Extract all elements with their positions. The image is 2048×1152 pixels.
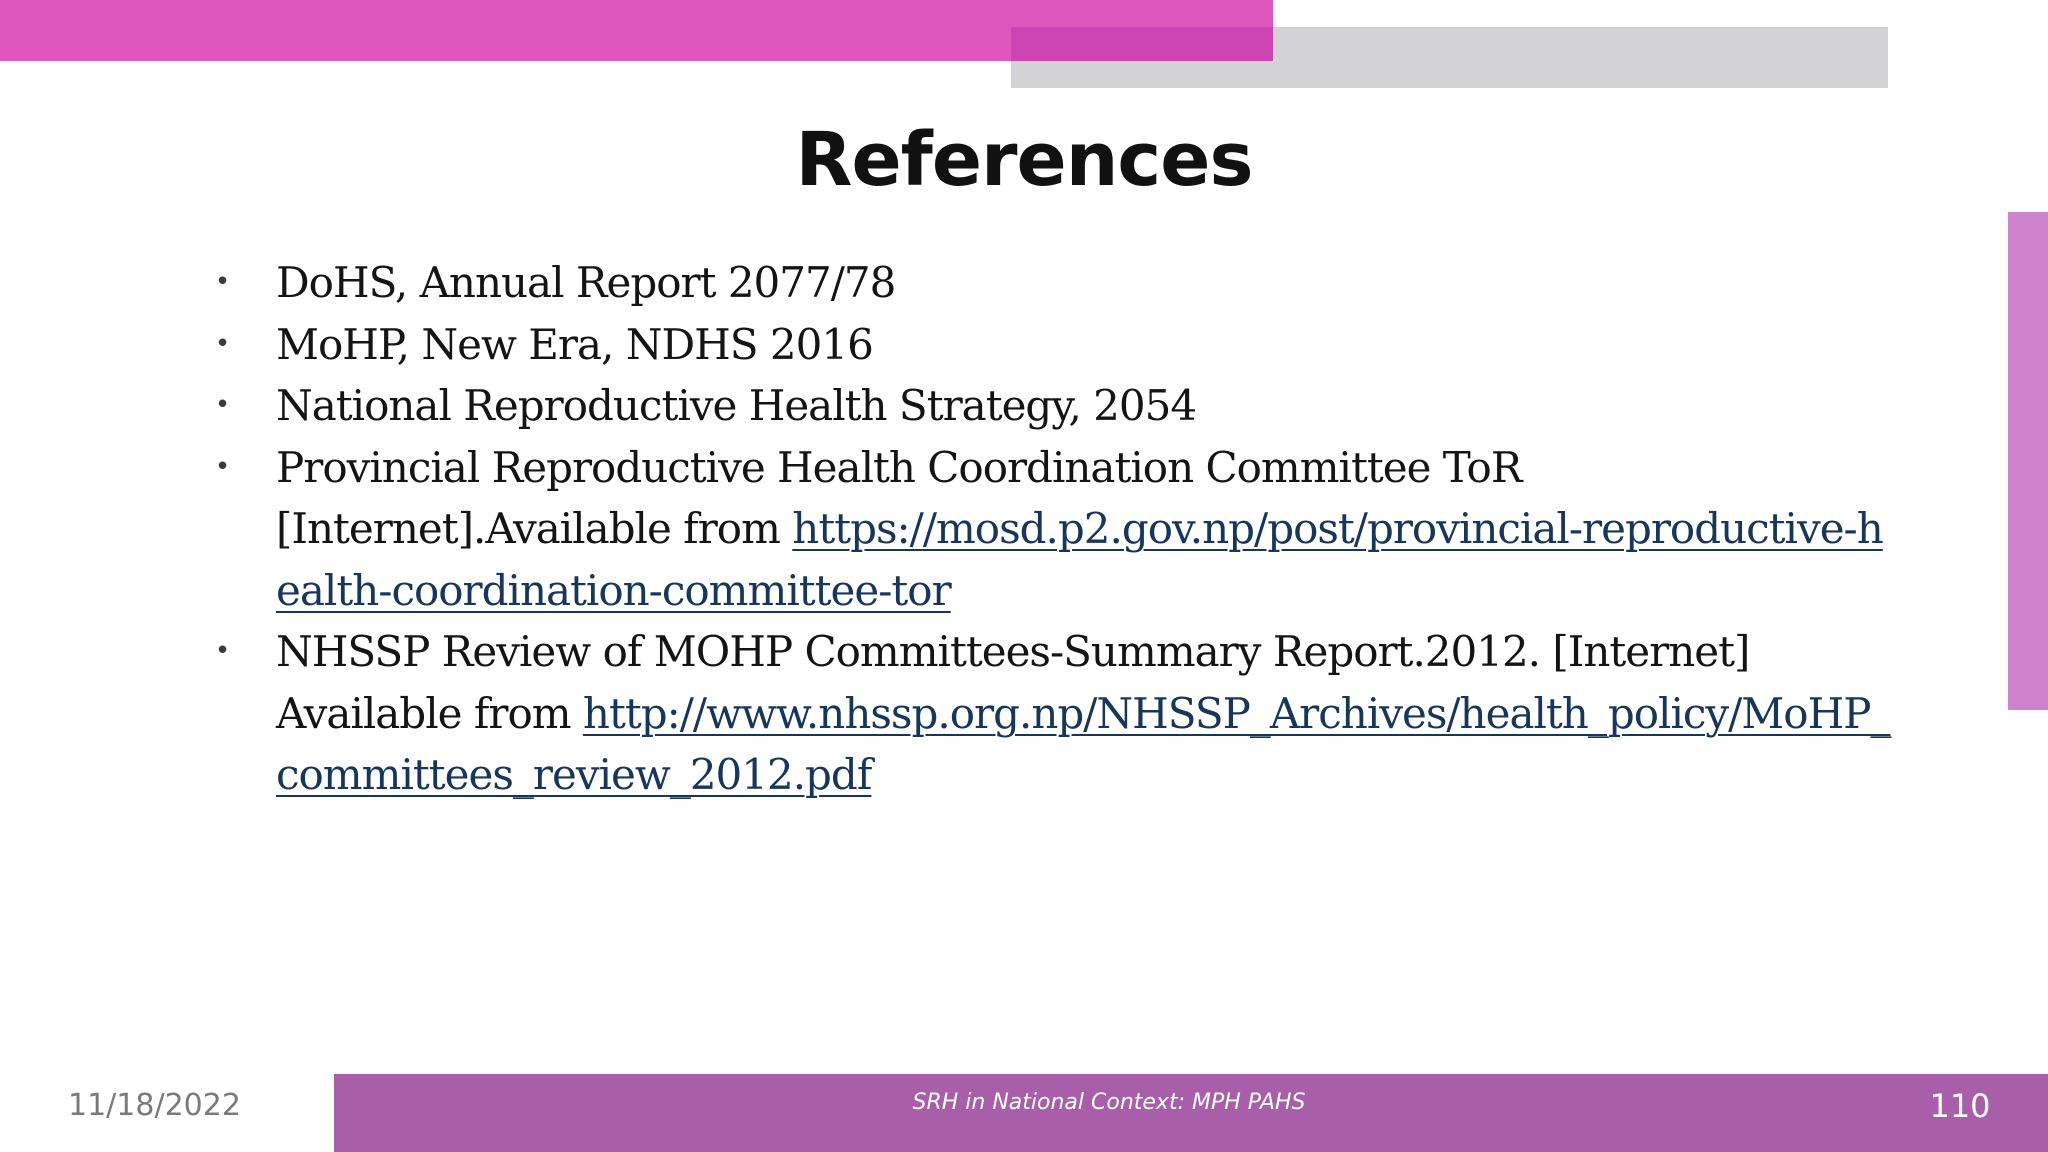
reference-text: MoHP, New Era, NDHS 2016 — [276, 319, 873, 369]
footer-date: 11/18/2022 — [68, 1088, 241, 1123]
reference-item — [212, 314, 1892, 376]
footer-title: SRH in National Context: MPH PAHS — [912, 1090, 1306, 1115]
reference-item — [212, 437, 1892, 622]
references-list — [212, 252, 1892, 806]
reference-item — [212, 375, 1892, 437]
reference-text: DoHS, Annual Report 2077/78 — [276, 258, 896, 307]
reference-link-nhssp[interactable]: http://www.nhssp.org.np/NHSSP_Archives/health_policy/MoHP_committees_review_2012.pdf — [276, 688, 1891, 799]
reference-item — [212, 621, 1892, 806]
bullet-icon: • — [214, 451, 230, 482]
bullet-icon: • — [214, 636, 230, 666]
side-accent-bar — [2008, 212, 2048, 710]
slide-title: References — [795, 117, 1253, 203]
header-bar-overlap — [1011, 27, 1273, 61]
slide-number: 110 — [1929, 1087, 1991, 1125]
reference-text: NHSSP Review of MOHP Committees-Summary Report.2012. [Internet] Available from — [276, 627, 1750, 738]
reference-text: National Reproductive Health Strategy, 2054 — [276, 381, 1197, 430]
bullet-icon: • — [214, 267, 230, 297]
bullet-icon: • — [214, 328, 230, 359]
reference-link-mosd[interactable]: https://mosd.p2.gov.np/post/provincial-reproductive-health-coordination-committee-tor — [276, 504, 1883, 615]
bullet-icon: • — [214, 390, 230, 420]
reference-item — [212, 252, 1892, 314]
reference-text: Provincial Reproductive Health Coordination Committee ToR [Internet].Available from — [276, 442, 1522, 553]
